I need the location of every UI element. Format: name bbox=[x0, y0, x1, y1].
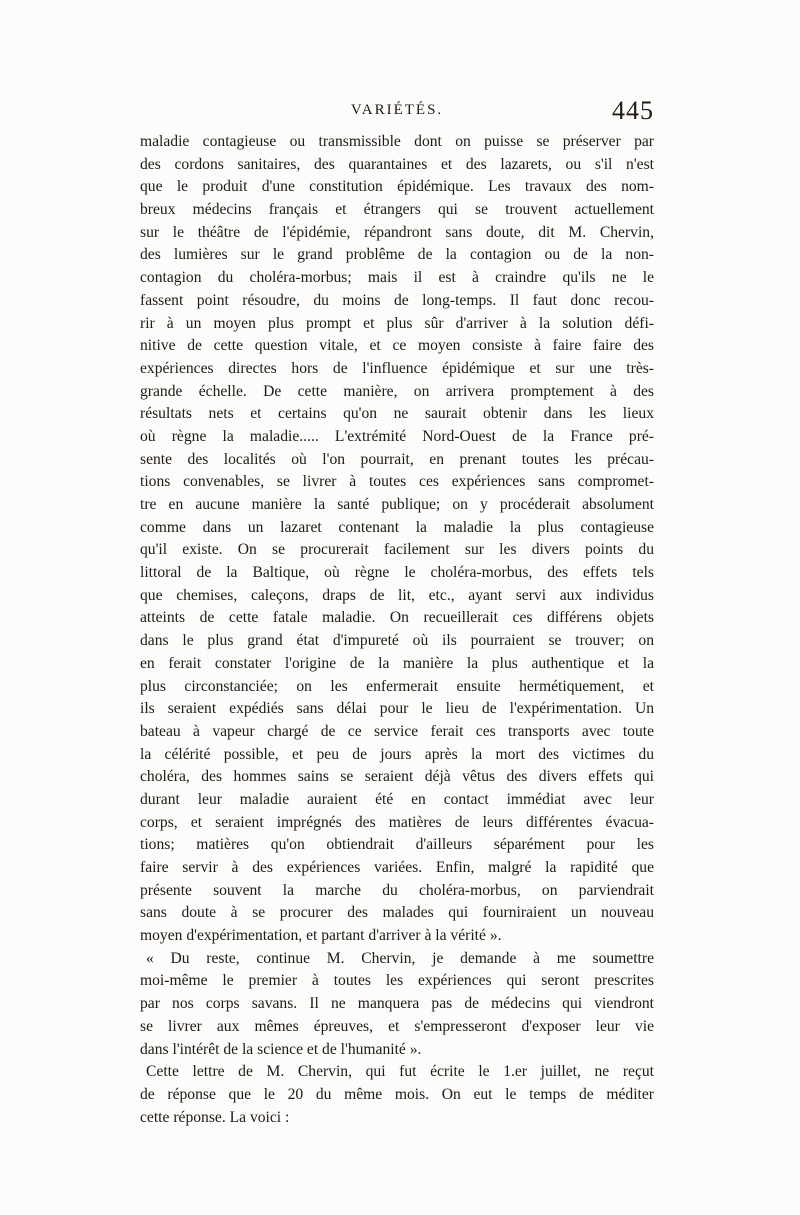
text-line: choléra, des hommes sains se seraient déjà vêtus des divers effets qui bbox=[140, 768, 654, 786]
text-line: des cordons sanitaires, des quarantaines et des lazarets, ou s'il n'est bbox=[140, 155, 654, 173]
text-line: expériences directes hors de l'influence épidémique et sur une très- bbox=[140, 359, 654, 377]
text-line: maladie contagieuse ou transmissible dont on puisse se préserver par bbox=[140, 133, 654, 150]
text-line: sente des localités où l'on pourrait, en prenant toutes les précau- bbox=[140, 450, 654, 468]
text-line: qu'il existe. On se procurerait facilement sur les divers points du bbox=[140, 541, 654, 559]
text-line: bateau à vapeur chargé de ce service ferait ces transports avec toute bbox=[140, 722, 654, 740]
text-line: moyen d'expérimentation, et partant d'arriver à la vérité ». bbox=[140, 927, 502, 945]
page-header bbox=[140, 96, 654, 132]
text-line: faire servir à des expériences variées. Enfin, malgré la rapidité que bbox=[140, 859, 654, 876]
text-line: tions convenables, se livrer à toutes ces expériences sans compromet- bbox=[140, 473, 654, 491]
text-line: moi-même le premier à toutes les expériences qui seront prescrites bbox=[140, 972, 654, 990]
body-text bbox=[140, 131, 654, 1129]
text-line: rir à un moyen plus prompt et plus sûr d'arriver à la solution défi- bbox=[140, 314, 654, 332]
running-title: VARIÉTÉS. bbox=[350, 102, 444, 118]
text-line: sur le théâtre de l'épidémie, répandront sans doute, dit M. Chervin, bbox=[140, 223, 654, 241]
text-line: que le produit d'une constitution épidémique. Les travaux des nom- bbox=[140, 178, 654, 196]
text-line: comme dans un lazaret contenant la maladie la plus contagieuse bbox=[140, 518, 654, 536]
text-line: tions; matières qu'on obtiendrait d'ailleurs séparément pour les bbox=[140, 836, 654, 854]
text-line: de réponse que le 20 du même mois. On eut le temps de méditer bbox=[140, 1085, 654, 1103]
text-line: que chemises, caleçons, draps de lit, etc., ayant servi aux individus bbox=[140, 586, 654, 604]
text-line: ils seraient expédiés sans délai pour le lieu de l'expérimentation. Un bbox=[140, 700, 654, 718]
text-line: tre en aucune manière la santé publique; on y procéderait absolument bbox=[140, 496, 654, 513]
text-line: la célérité possible, et peu de jours après la mort des victimes du bbox=[140, 745, 654, 763]
text-line: corps, et seraient imprégnés des matières de leurs différentes évacua- bbox=[140, 813, 654, 831]
text-line: grande échelle. De cette manière, on arrivera promptement à des bbox=[140, 382, 654, 400]
text-line: dans le plus grand état d'impureté où ils pourraient se trouver; on bbox=[140, 632, 654, 650]
text-line: breux médecins français et étrangers qui se trouvent actuellement bbox=[140, 201, 654, 219]
text-line: fassent point résoudre, du moins de long-temps. Il faut donc recou- bbox=[140, 291, 654, 309]
text-line: plus circonstanciée; on les enfermerait ensuite hermétiquement, et bbox=[140, 677, 654, 695]
text-line: où règne la maladie..... L'extrémité Nord-Ouest de la France pré- bbox=[140, 427, 654, 445]
text-line: se livrer aux mêmes épreuves, et s'empresseront d'exposer leur vie bbox=[140, 1017, 654, 1035]
text-line: contagion du choléra-morbus; mais il est à craindre qu'ils ne le bbox=[140, 269, 654, 287]
text-line: en ferait constater l'origine de la manière la plus authentique et la bbox=[140, 654, 654, 672]
text-line: « Du reste, continue M. Chervin, je demande à me soumettre bbox=[146, 949, 654, 967]
page-number: 445 bbox=[612, 96, 654, 125]
text-line: Cette lettre de M. Chervin, qui fut écrite le 1.er juillet, ne reçut bbox=[146, 1063, 654, 1081]
text-line: par nos corps savans. Il ne manquera pas de médecins qui viendront bbox=[140, 995, 654, 1013]
text-line: des lumières sur le grand problême de la contagion ou de la non- bbox=[140, 246, 654, 264]
text-line: sans doute à se procurer des malades qui fourniraient un nouveau bbox=[140, 904, 654, 922]
text-line: atteints de cette fatale maladie. On recueillerait ces différens objets bbox=[140, 609, 654, 627]
text-line: résultats nets et certains qu'on ne saurait obtenir dans les lieux bbox=[140, 405, 654, 423]
text-line: durant leur maladie auraient été en contact immédiat avec leur bbox=[140, 790, 654, 808]
text-line: cette réponse. La voici : bbox=[140, 1108, 290, 1126]
text-line: littoral de la Baltique, où règne le choléra-morbus, des effets tels bbox=[140, 564, 654, 582]
text-line: dans l'intérêt de la science et de l'humanité ». bbox=[140, 1040, 422, 1058]
text-line: présente souvent la marche du choléra-morbus, on parviendrait bbox=[140, 881, 654, 899]
text-line: nitive de cette question vitale, et ce moyen consiste à faire faire des bbox=[140, 337, 654, 355]
